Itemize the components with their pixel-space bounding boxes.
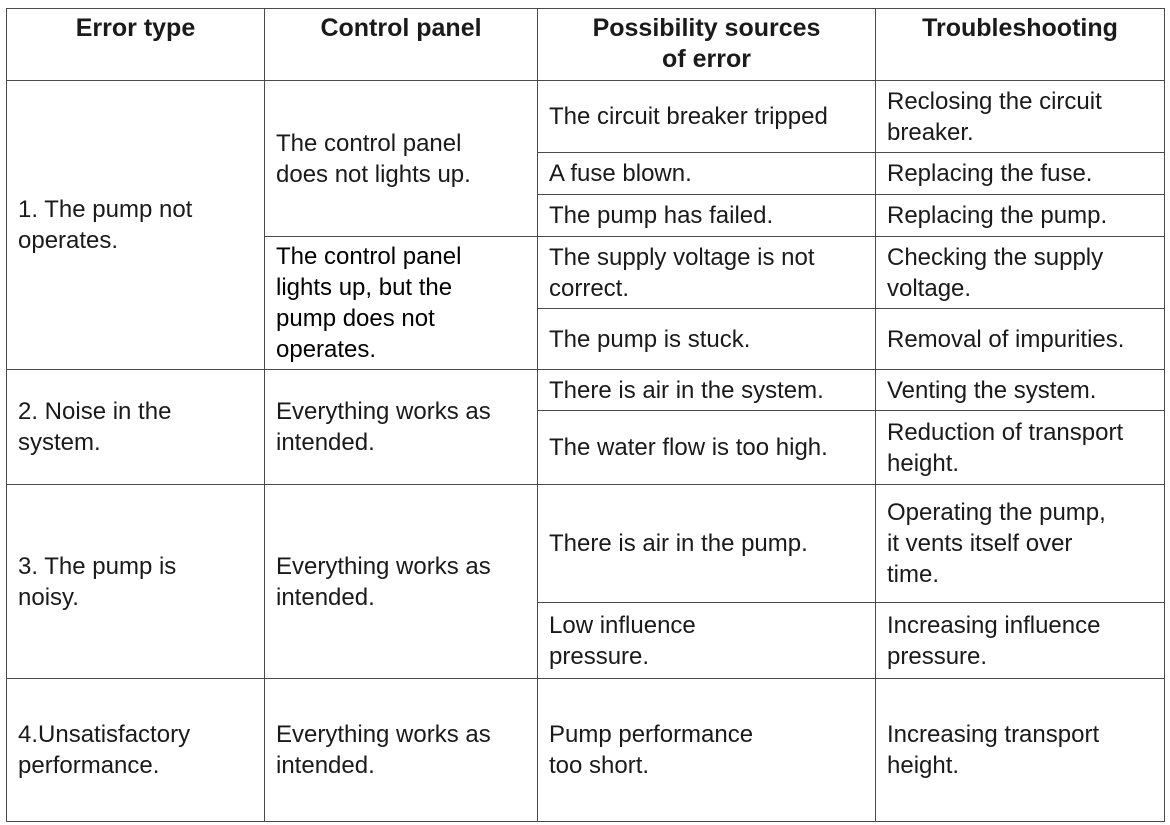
header-control-panel: Control panel	[265, 9, 538, 81]
source-cell: There is air in the pump.	[538, 485, 876, 603]
source-cell: Low influence pressure.	[538, 603, 876, 679]
error-type-cell: 1. The pump not operates.	[7, 81, 265, 370]
header-troubleshooting: Troubleshooting	[876, 9, 1165, 81]
error-type-cell: 2. Noise in the system.	[7, 370, 265, 485]
fix-cell: Reclosing the circuit breaker.	[876, 81, 1165, 153]
source-cell: The circuit breaker tripped	[538, 81, 876, 153]
fix-cell: Checking the supply voltage.	[876, 237, 1165, 309]
fix-cell: Increasing influence pressure.	[876, 603, 1165, 679]
fix-cell: Removal of impurities.	[876, 309, 1165, 370]
troubleshooting-table	[6, 8, 1165, 822]
fix-cell: Increasing transport height.	[876, 679, 1165, 822]
error-type-cell: 4.Unsatisfactory performance.	[7, 679, 265, 822]
header-possibility-sources: Possibility sources of error	[538, 9, 876, 81]
source-cell: The pump has failed.	[538, 195, 876, 237]
header-row	[7, 9, 1165, 81]
fix-cell: Replacing the fuse.	[876, 153, 1165, 195]
control-panel-cell: Everything works as intended.	[265, 370, 538, 485]
fix-cell: Operating the pump, it vents itself over time.	[876, 485, 1165, 603]
source-cell: There is air in the system.	[538, 370, 876, 411]
source-cell: The water flow is too high.	[538, 411, 876, 485]
header-error-type: Error type	[7, 9, 265, 81]
fix-cell: Reduction of transport height.	[876, 411, 1165, 485]
control-panel-cell: The control panel lights up, but the pump does not operates.	[265, 237, 538, 370]
source-cell: A fuse blown.	[538, 153, 876, 195]
fix-cell: Venting the system.	[876, 370, 1165, 411]
control-panel-cell: The control panel does not lights up.	[265, 81, 538, 237]
table-row	[7, 81, 1165, 153]
error-type-cell: 3. The pump is noisy.	[7, 485, 265, 679]
source-cell: The pump is stuck.	[538, 309, 876, 370]
control-panel-cell: Everything works as intended.	[265, 485, 538, 679]
control-panel-cell: Everything works as intended.	[265, 679, 538, 822]
table-row	[7, 485, 1165, 603]
fix-cell: Replacing the pump.	[876, 195, 1165, 237]
source-cell: Pump performance too short.	[538, 679, 876, 822]
table-row	[7, 370, 1165, 411]
table-row	[7, 679, 1165, 822]
source-cell: The supply voltage is not correct.	[538, 237, 876, 309]
